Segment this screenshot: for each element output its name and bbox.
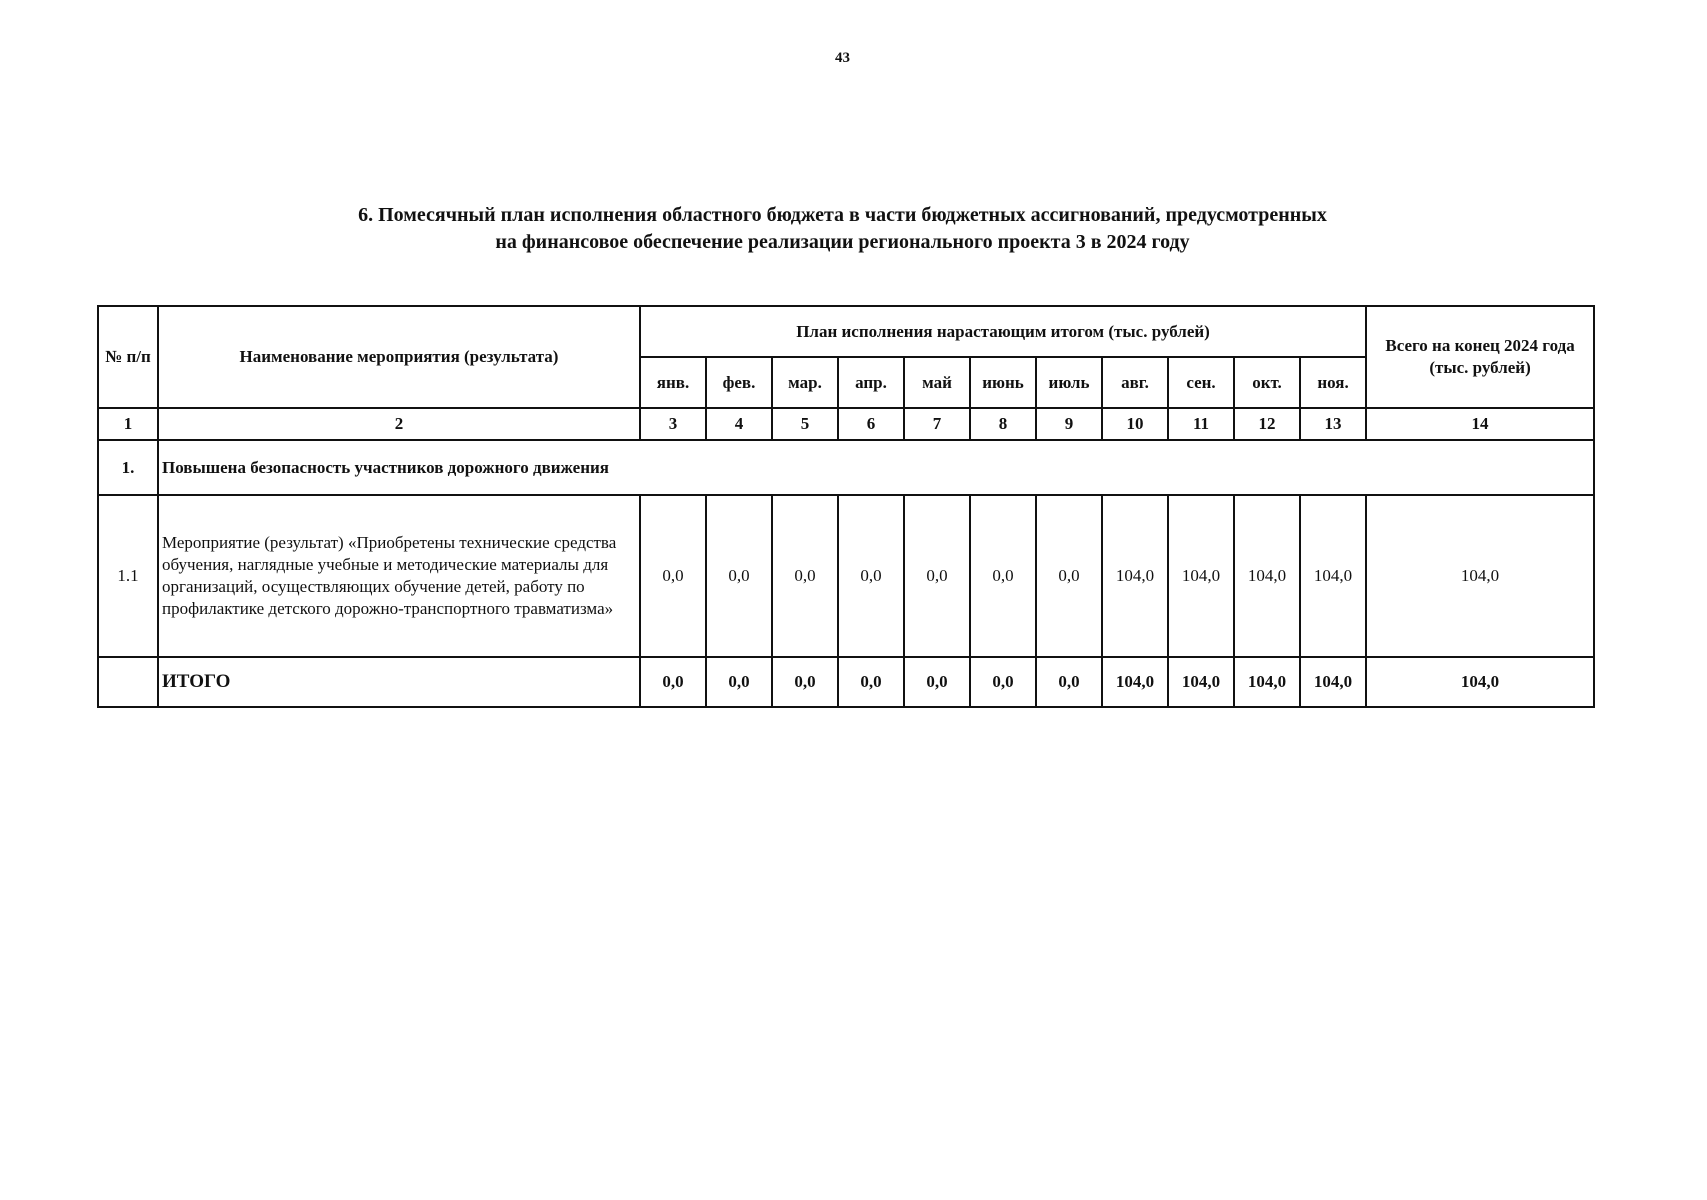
column-number: 1	[98, 408, 158, 440]
total-value-jun: 0,0	[970, 657, 1036, 707]
column-number: 12	[1234, 408, 1300, 440]
item-value-apr: 0,0	[838, 495, 904, 657]
budget-plan-table	[97, 305, 1595, 708]
total-value-aug: 104,0	[1102, 657, 1168, 707]
item-value-may: 0,0	[904, 495, 970, 657]
header-plan: План исполнения нарастающим итогом (тыс. рублей)	[640, 306, 1366, 357]
header-total: Всего на конец 2024 года (тыс. рублей)	[1366, 306, 1594, 408]
month-may: май	[904, 357, 970, 408]
column-number: 14	[1366, 408, 1594, 440]
total-value-oct: 104,0	[1234, 657, 1300, 707]
item-value-jan: 0,0	[640, 495, 706, 657]
column-number: 13	[1300, 408, 1366, 440]
column-number: 3	[640, 408, 706, 440]
item-total: 104,0	[1366, 495, 1594, 657]
item-row	[98, 495, 1594, 657]
month-jan: янв.	[640, 357, 706, 408]
total-value-nov: 104,0	[1300, 657, 1366, 707]
document-title	[0, 202, 1685, 256]
column-number: 6	[838, 408, 904, 440]
column-number: 8	[970, 408, 1036, 440]
item-num: 1.1	[98, 495, 158, 657]
section-row	[98, 440, 1594, 495]
section-title: Повышена безопасность участников дорожного движения	[158, 440, 1594, 495]
total-value-jul: 0,0	[1036, 657, 1102, 707]
header-num: № п/п	[98, 306, 158, 408]
total-value-apr: 0,0	[838, 657, 904, 707]
month-nov: ноя.	[1300, 357, 1366, 408]
item-value-oct: 104,0	[1234, 495, 1300, 657]
total-grand: 104,0	[1366, 657, 1594, 707]
item-value-jun: 0,0	[970, 495, 1036, 657]
item-name: Мероприятие (результат) «Приобретены технические средства обучения, наглядные учебные и методические материалы для организаций, осуществляющих обучение детей, работу по профилактике детского дорожно-транспортного травматизма»	[158, 495, 640, 657]
month-jul: июль	[1036, 357, 1102, 408]
month-sep: сен.	[1168, 357, 1234, 408]
total-value-may: 0,0	[904, 657, 970, 707]
item-value-feb: 0,0	[706, 495, 772, 657]
total-value-jan: 0,0	[640, 657, 706, 707]
month-feb: фев.	[706, 357, 772, 408]
month-apr: апр.	[838, 357, 904, 408]
column-number: 7	[904, 408, 970, 440]
document-title-line-2: на финансовое обеспечение реализации регионального проекта 3 в 2024 году	[495, 231, 1190, 253]
item-value-sep: 104,0	[1168, 495, 1234, 657]
item-value-jul: 0,0	[1036, 495, 1102, 657]
column-number: 4	[706, 408, 772, 440]
header-name: Наименование мероприятия (результата)	[158, 306, 640, 408]
document-title-line-1: 6. Помесячный план исполнения областного бюджета в части бюджетных ассигнований, предусмотренных	[358, 204, 1327, 226]
month-oct: окт.	[1234, 357, 1300, 408]
item-value-aug: 104,0	[1102, 495, 1168, 657]
item-value-mar: 0,0	[772, 495, 838, 657]
section-num: 1.	[98, 440, 158, 495]
total-row	[98, 657, 1594, 707]
item-value-nov: 104,0	[1300, 495, 1366, 657]
total-value-sep: 104,0	[1168, 657, 1234, 707]
month-jun: июнь	[970, 357, 1036, 408]
total-label: ИТОГО	[158, 657, 640, 707]
column-number: 2	[158, 408, 640, 440]
column-number: 9	[1036, 408, 1102, 440]
month-aug: авг.	[1102, 357, 1168, 408]
total-num-empty	[98, 657, 158, 707]
month-mar: мар.	[772, 357, 838, 408]
column-number: 11	[1168, 408, 1234, 440]
page-number: 43	[835, 50, 850, 66]
header-row	[98, 306, 1594, 357]
total-value-mar: 0,0	[772, 657, 838, 707]
column-number: 5	[772, 408, 838, 440]
total-value-feb: 0,0	[706, 657, 772, 707]
column-numbers-row	[98, 408, 1594, 440]
column-number: 10	[1102, 408, 1168, 440]
